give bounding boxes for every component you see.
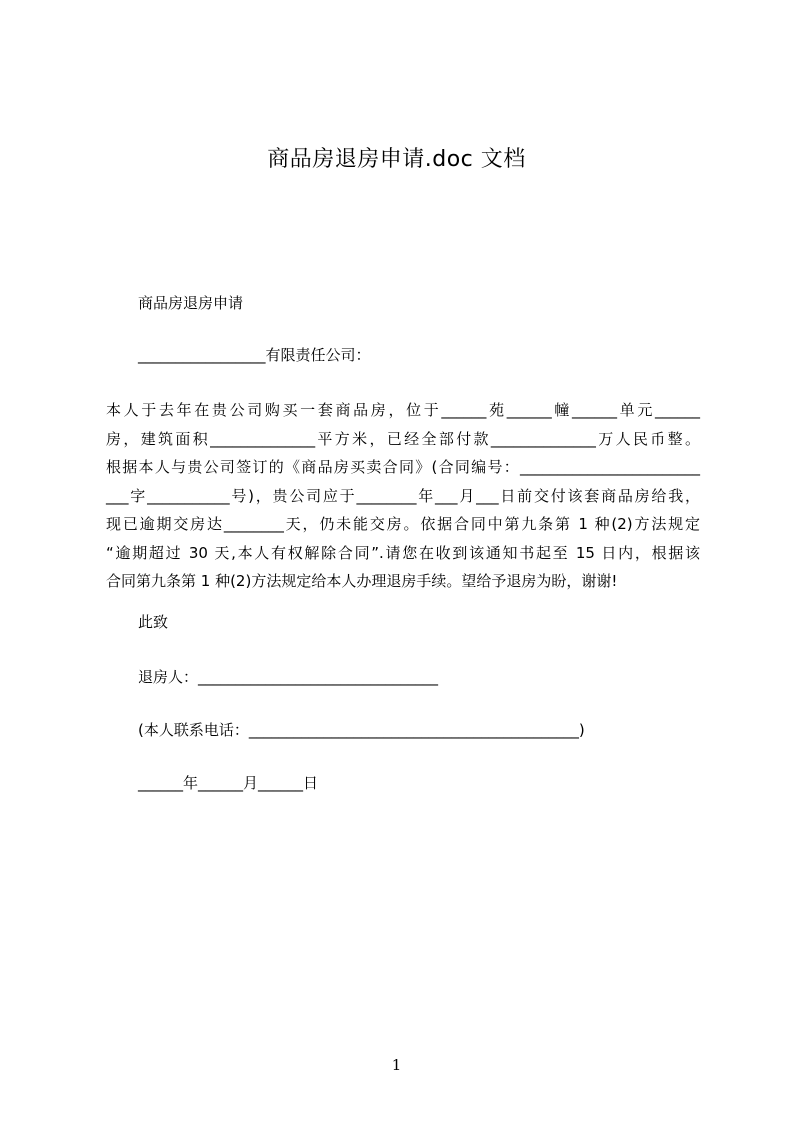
- addressee: _________________有限责任公司：: [138, 346, 371, 364]
- body-line: 房，建筑面积______________平方米，已经全部付款______________万人民币整。: [106, 429, 700, 448]
- date-line: ______年______月______日: [138, 774, 319, 792]
- body-paragraph: [106, 396, 700, 596]
- body-line: 根据本人与贵公司签订的《商品房买卖合同》(合同编号：________________________: [106, 458, 700, 476]
- document-title: 商品房退房申请.doc 文档: [267, 147, 526, 172]
- body-line: 合同第九条第 1 种(2)方法规定给本人办理退房手续。望给予退房为盼，谢谢!: [106, 572, 618, 590]
- body-line: 现已逾期交房达________天，仍未能交房。依据合同中第九条第 1 种(2)方法规定: [106, 515, 700, 533]
- body-line: 本人于去年在贵公司购买一套商品房，位于______苑______幢______单元______: [106, 401, 700, 419]
- contact-line: (本人联系电话：____________________________________________): [138, 721, 585, 739]
- signer-line: 退房人：________________________________: [138, 668, 439, 686]
- body-line: “逾期超过 30 天,本人有权解除合同”.请您在收到该通知书起至 15 日内，根据该: [106, 543, 700, 562]
- heading: 商品房退房申请: [138, 294, 244, 312]
- page-number: 1: [391, 1056, 402, 1074]
- body-line: ___字___________号)，贵公司应于________年___月___日前交付该套商品房给我，: [106, 486, 700, 505]
- closing: 此致: [138, 613, 169, 631]
